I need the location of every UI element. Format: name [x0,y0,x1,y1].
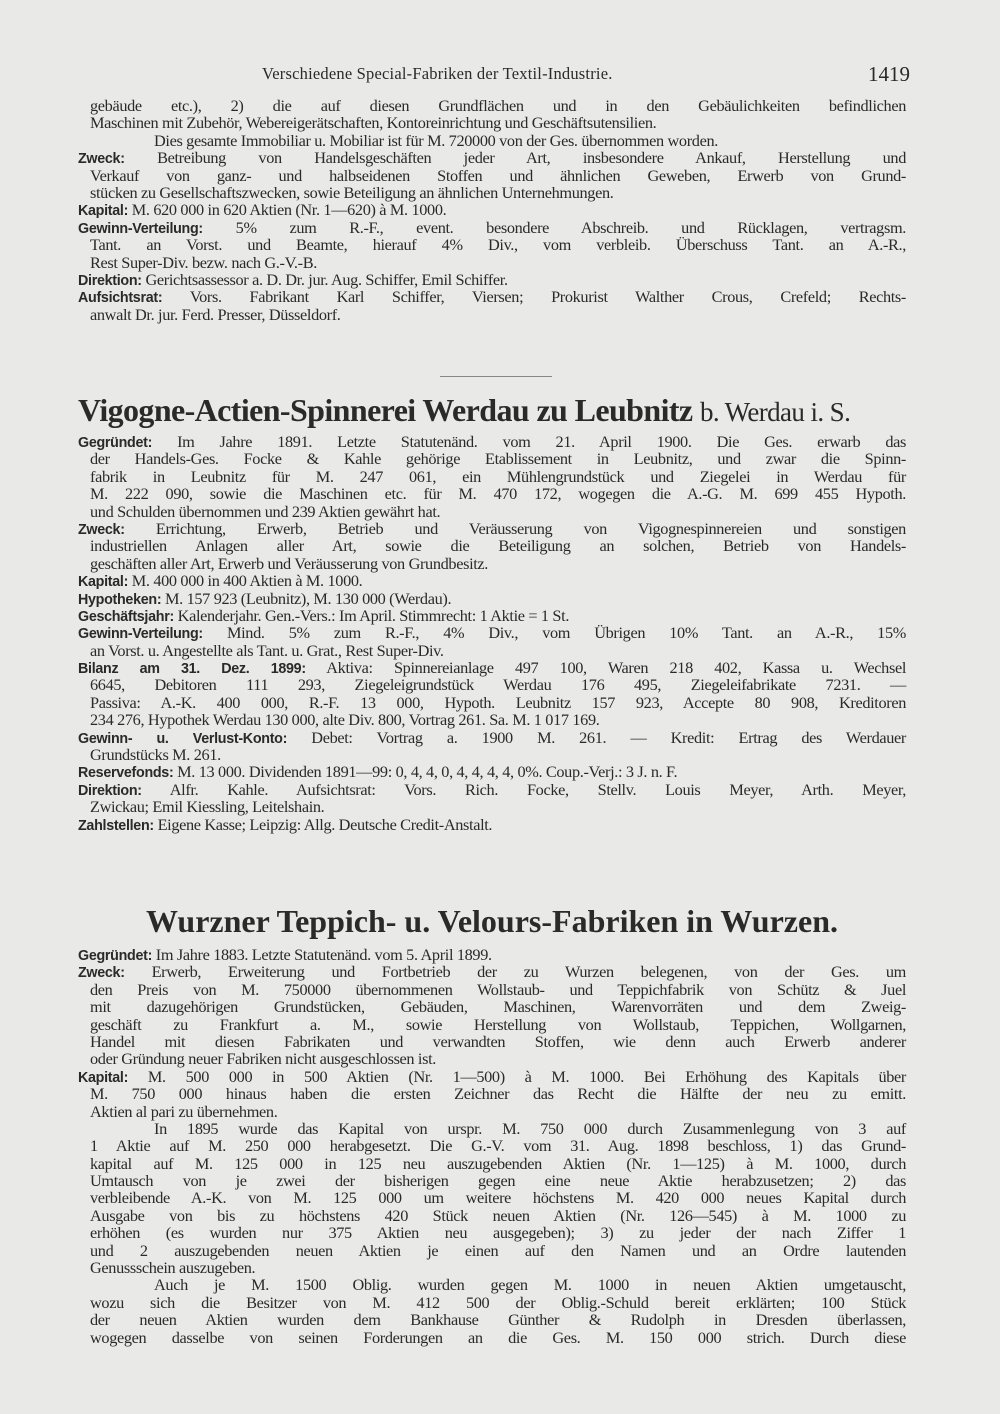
text-line [78,1016,906,1033]
line-text: mit dazugehörigen Grundstücken, Gebäuden, Maschinen, Warenvorräten und dem Zweig- [90,997,906,1017]
line-text: 5% zum R.-F., event. besondere Abschreib. und Rücklagen, vertragsm. [235,217,906,237]
text-line [78,271,906,288]
text-line [78,503,906,520]
text-line [78,607,906,624]
text-line [78,590,906,607]
text-line [78,1224,906,1241]
line-text: Debet: Vortrag a. 1900 M. 261. — Kredit: Ertrag des Werdauer [311,727,906,747]
entry [78,219,906,271]
entry-label: Direktion: [78,272,142,289]
line-text: anwalt Dr. jur. Ferd. Presser, Düsseldorf. [90,304,341,324]
text-line [78,763,906,780]
line-text: geschäften aller Art, Erwerb und Veräusserung von Grundbesitz. [90,553,489,573]
entry [78,781,906,816]
line-text: Zwickau; Emil Kiessling, Leitelshain. [90,797,325,817]
text-line [78,1189,906,1206]
line-text: Genussschein auszugeben. [90,1258,256,1278]
text-line [78,1033,906,1050]
text-line [78,1068,906,1085]
line-text: M. 157 923 (Leubnitz), M. 130 000 (Werdau). [165,588,452,608]
line-text: Dies gesamte Immobiliar u. Mobiliar ist für M. 720000 von der Ges. übernommen worden. [154,130,718,150]
text-line [78,816,906,833]
line-text: M. 222 090, sowie die Maschinen etc. für M. 470 172, wogegen die A.-G. M. 699 455 Hypoth. [90,484,906,504]
section-divider [440,376,552,377]
line-text: industriellen Anlagen aller Art, sowie die Beteiligung an solchen, Betrieb von Handels- [90,536,906,556]
text-line [78,729,906,746]
text-line [78,676,906,693]
text-line [78,798,906,815]
text-line [78,1329,906,1346]
text-line [78,555,906,572]
line-text: 1 Aktie auf M. 250 000 herabgesetzt. Die G.-V. vom 31. Aug. 1898 beschloss, 1) das Grund- [90,1136,906,1156]
line-text: den Preis von M. 750000 übernommenen Wollstaub- und Teppichfabrik von Schütz & Juel [90,979,906,999]
line-text: erhöhen (es wurden nur 375 Aktien neu ausgegeben); 3) zu jeder der nach Ziffer 1 [90,1223,906,1243]
line-text: Passiva: A.-K. 400 000, R.-F. 13 000, Hypoth. Leubnitz 157 923, Accepte 80 908, Kreditoren [90,692,906,712]
entry-label: Kapital: [78,203,129,220]
entry [78,763,906,780]
text-line [78,1103,906,1120]
text-line [78,1085,906,1102]
line-text: Vors. Fabrikant Karl Schiffer, Viersen; Prokurist Walther Crous, Crefeld; Rechts- [189,287,906,307]
entry [78,149,906,201]
entry [78,816,906,833]
section-title-wurzner: Wurzner Teppich- u. Velours-Fabriken in Wurzen. [146,903,838,939]
text-line [78,746,906,763]
text-line [78,963,906,980]
line-text: Kalenderjahr. Gen.-Vers.: Im April. Stimmrecht: 1 Aktie = 1 St. [177,605,570,625]
text-line [78,132,906,149]
line-text: M. 400 000 in 400 Aktien à M. 1000. [131,571,363,591]
entry [78,1120,906,1277]
line-text: Handel mit diesen Fabrikaten und verwandten Stoffen, wie denn auch Erwerb anderer [90,1031,906,1051]
text-line [78,1050,906,1067]
line-text: wozu sich die Besitzer von M. 412 500 der Oblig.-Schuld bereit erklärten; 100 Stück [90,1292,906,1312]
text-line [78,1311,906,1328]
entry-label: Zweck: [78,151,125,168]
entry [78,288,906,323]
line-text: M. 750 000 hinaus haben die ersten Zeichner das Recht die Hälfte der neu zu emitt. [90,1084,906,1104]
section-title-vigogne [78,392,906,429]
line-text: gebäude etc.), 2) die auf diesen Grundflächen und in den Gebäulichkeiten befindlichen [90,96,906,115]
line-text: und Schulden übernommen und 239 Aktien gewährt hat. [90,501,441,521]
line-text: Tant. an Vorst. und Beamte, hierauf 4% Div., vom verbleib. Überschuss Tant. an A.-R., [90,235,906,255]
text-line [78,624,906,641]
text-line [78,306,906,323]
line-text: der neuen Aktien wurden dem Bankhause Günther & Rudolph in Dresden überlassen, [90,1310,906,1330]
entry [78,624,906,659]
company-name: Vigogne-Actien-Spinnerei Werdau zu Leubnitz [78,392,693,428]
running-header [0,62,1000,88]
entry [78,271,906,288]
line-text: Umtausch von je zwei der bisherigen gegen eine neue Aktie herabzusetzen; 2) das [90,1171,906,1191]
line-text: In 1895 wurde das Kapital von urspr. M. 750 000 durch Zusammenlegung von 3 auf [154,1118,906,1138]
text-line [78,711,906,728]
company-location: b. Werdau i. S. [699,397,851,427]
text-line [78,167,906,184]
entry [78,946,906,963]
entry-label: Hypotheken: [78,591,162,608]
section-continuation [78,97,906,323]
text-line [78,572,906,589]
text-line [78,694,906,711]
text-line [78,468,906,485]
entry [78,1276,906,1346]
entry [78,201,906,218]
section-wurzner [78,946,906,1346]
line-text: Grundstücks M. 261. [90,745,221,765]
entry [78,963,906,1067]
line-text: Verkauf von ganz- und halbseidenen Stoffen und ähnlichen Geweben, Erwerb von Grund- [90,165,906,185]
entry-label: Gegründet: [78,435,153,451]
text-line [78,1207,906,1224]
text-line [78,236,906,253]
line-text: M. 13 000. Dividenden 1891—99: 0, 4, 4, 0, 4, 4, 4, 4, 0%. Coup.-Verj.: 3 J. n. F. [177,762,678,782]
entry [78,659,906,729]
entry [78,607,906,624]
text-line [78,659,906,676]
text-line [78,1137,906,1154]
text-line [78,1242,906,1259]
line-text: Auch je M. 1500 Oblig. wurden gegen M. 1000 in neuen Aktien umgetauscht, [154,1275,906,1295]
text-line [78,433,906,450]
entry [78,729,906,764]
text-line [78,520,906,537]
text-line [78,1259,906,1276]
entry [78,520,906,572]
text-line [78,981,906,998]
line-text: Im Jahre 1891. Letzte Statutenänd. vom 21. April 1900. Die Ges. erwarb das [177,432,906,451]
entry-label: Gewinn- u. Verlust-Konto: [78,730,288,747]
line-text: stücken zu Gesellschaftszwecken, sowie Beteiligung an ähnlichen Unternehmungen. [90,182,614,202]
line-text: 234 276, Hypothek Werdau 130 000, alte Div. 800, Vortrag 261. Sa. M. 1 017 169. [90,710,600,730]
line-text: M. 500 000 in 500 Aktien (Nr. 1—500) à M. 1000. Bei Erhöhung des Kapitals über [147,1066,906,1086]
text-line [78,184,906,201]
line-text: verbleibende A.-K. von M. 125 000 um weitere höchstens M. 420 000 neues Kapital durch [90,1188,906,1208]
text-line [78,201,906,218]
line-text: wogegen dasselbe von seinen Forderungen an die Ges. M. 150 000 strich. Durch diese [90,1327,906,1347]
line-text: Aktiva: Spinnereianlage 497 100, Waren 218 402, Kassa u. Wechsel [326,658,906,678]
text-line [78,642,906,659]
line-text: fabrik in Leubnitz für M. 247 061, ein Mühlengrundstück und Ziegelei in Werdau für [90,466,906,486]
entry-label: Geschäftsjahr: [78,608,174,625]
entry-label: Zweck: [78,521,125,538]
line-text: der Handels-Ges. Focke & Kahle gehörige Etablissement in Leubnitz, und zwar die Spinn- [90,449,906,469]
line-text: Erwerb, Erweiterung und Fortbetrieb der zu Wurzen belegenen, von der Ges. um [151,962,906,982]
entry-label: Zahlstellen: [78,817,154,834]
line-text: Betreibung von Handelsgeschäften jeder Art, insbesondere Ankauf, Herstellung und [157,148,906,168]
entry-label: Aufsichtsrat: [78,290,163,307]
line-text: Gerichtsassessor a. D. Dr. jur. Aug. Schiffer, Emil Schiffer. [145,269,508,289]
entry-label: Zweck: [78,965,125,982]
text-line [78,1155,906,1172]
entry [78,572,906,589]
text-line [78,1276,906,1293]
entry-label: Gewinn-Verteilung: [78,626,203,643]
text-line [78,288,906,305]
entry-label: Gewinn-Verteilung: [78,220,203,237]
line-text: und 2 auszugebenden neuen Aktien je einen auf den Namen und an Ordre lautenden [90,1240,906,1260]
text-line [78,946,906,963]
line-text: Rest Super-Div. bezw. nach G.-V.-B. [90,252,317,272]
text-line [78,114,906,131]
line-text: Mind. 5% zum R.-F., 4% Div., vom Übrigen 10% Tant. an A.-R., 15% [227,623,906,643]
entry [78,1068,906,1120]
line-text: Errichtung, Erwerb, Betrieb und Veräusserung von Vigognespinnereien und sonstigen [155,518,906,538]
line-text: an Vorst. u. Angestellte als Tant. u. Grat., Rest Super-Div. [90,640,444,660]
text-line [78,1294,906,1311]
text-line [78,485,906,502]
text-line [78,450,906,467]
entry-label: Kapital: [78,574,129,591]
line-text: 6645, Debitoren 111 293, Ziegeleigrundstück Werdau 176 495, Ziegeleifabrikate 7231. — [90,675,906,695]
line-text: Maschinen mit Zubehör, Webereigerätschaften, Kontoreinrichtung und Geschäftsutensilien. [90,113,657,133]
text-line [78,97,906,114]
entry-label: Direktion: [78,782,142,799]
line-text: kapital auf M. 125 000 in 125 neu auszugebenden Aktien (Nr. 1—125) à M. 1000, durch [90,1153,906,1173]
line-text: Aktien al pari zu übernehmen. [90,1101,278,1121]
line-text: Im Jahre 1883. Letzte Statutenänd. vom 5. April 1899. [155,945,492,964]
entry-label: Reservefonds: [78,765,174,782]
line-text: Alfr. Kahle. Aufsichtsrat: Vors. Rich. Focke, Stellv. Louis Meyer, Arth. Meyer, [169,779,907,799]
line-text: geschäft zu Frankfurt a. M., sowie Herstellung von Wollstaub, Teppichen, Wollgarnen, [90,1014,906,1034]
entry-label: Bilanz am 31. Dez. 1899: [78,661,306,678]
text-line [78,1172,906,1189]
entry [78,433,906,520]
page-number: 1419 [868,62,910,86]
text-line [78,781,906,798]
line-text: M. 620 000 in 620 Aktien (Nr. 1—620) à M. 1000. [131,200,447,220]
text-line [78,537,906,554]
entry [78,590,906,607]
text-line [78,998,906,1015]
line-text: Eigene Kasse; Leipzig: Allg. Deutsche Credit-Anstalt. [157,814,493,834]
text-line [78,254,906,271]
line-text: oder Gründung neuer Fabriken nicht ausgeschlossen ist. [90,1049,436,1069]
entry-label: Kapital: [78,1069,129,1086]
section-vigogne [78,433,906,833]
text-line [78,1120,906,1137]
text-line [78,149,906,166]
text-line [78,219,906,236]
entry-label: Gegründet: [78,948,153,964]
running-header-title: Verschiedene Special-Fabriken der Textil-Industrie. [262,64,613,83]
entry [78,97,906,132]
entry [78,132,906,149]
line-text: Ausgabe von bis zu höchstens 420 Stück neuen Aktien (Nr. 126—545) à M. 1000 zu [90,1205,906,1225]
